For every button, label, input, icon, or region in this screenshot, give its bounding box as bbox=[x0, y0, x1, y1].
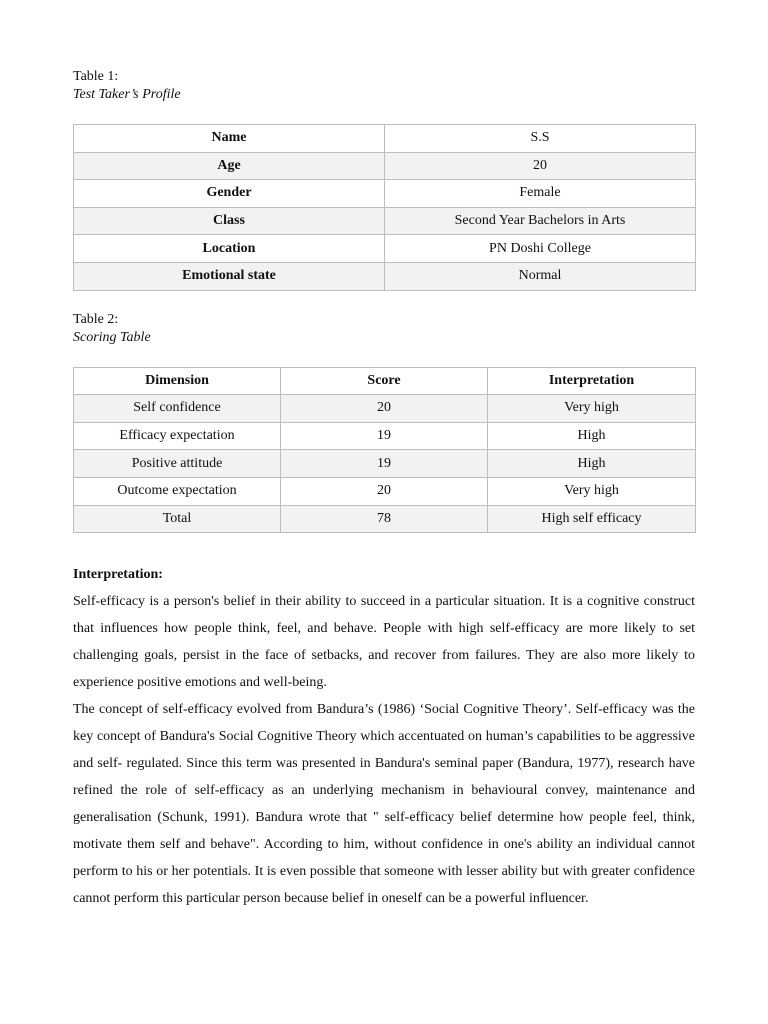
dimension-cell: Positive attitude bbox=[74, 450, 281, 478]
test-taker-profile-table bbox=[73, 124, 696, 291]
profile-label: Class bbox=[74, 207, 385, 235]
score-cell: 19 bbox=[281, 422, 488, 450]
column-header-interpretation: Interpretation bbox=[488, 367, 696, 395]
table-row bbox=[74, 477, 696, 505]
interpretation-heading: Interpretation: bbox=[73, 567, 163, 583]
profile-label: Location bbox=[74, 235, 385, 263]
score-cell: 20 bbox=[281, 477, 488, 505]
interpretation-cell: Very high bbox=[488, 395, 696, 423]
table1-number: Table 1: bbox=[73, 69, 119, 84]
score-cell: 78 bbox=[281, 505, 488, 533]
interpretation-paragraph-2: The concept of self-efficacy evolved from Bandura’s (1986) ‘Social Cognitive Theory’. Self-efficacy was the key concept of Bandura's Social Cognitive Theory which accentuated on human’s capabilities to be aggressive and self- regulated. Since this term was presented in Bandura's seminal paper (Bandura, 1977), research have refined the role of self-efficacy as an underlying mechanism in behavioural convey, maintenance and generalisation (Schunk, 1991). Bandura wrote that " self-efficacy belief determine how people feel, think, motivate them self and behave". According to him, without confidence in one's ability an individual cannot perform to his or her potentials. It is even possible that someone with lesser ability but with greater confidence cannot perform this particular person because belief in oneself can be a powerful influencer. bbox=[73, 702, 695, 907]
interpretation-cell: High bbox=[488, 450, 696, 478]
document-page bbox=[73, 68, 695, 912]
table-row bbox=[74, 235, 696, 263]
interpretation-paragraph-1: Self-efficacy is a person's belief in their ability to succeed in a particular situation. It is a cognitive construct that influences how people think, feel, and behave. People with high self-efficacy are more likely to set challenging goals, persist in the face of setbacks, and recover from failures. They are also more likely to experience positive emotions and well-being. bbox=[73, 594, 695, 691]
profile-value: Female bbox=[385, 180, 696, 208]
interpretation-cell: High self efficacy bbox=[488, 505, 696, 533]
dimension-cell: Efficacy expectation bbox=[74, 422, 281, 450]
table1-title: Test Taker’s Profile bbox=[73, 87, 181, 102]
score-cell: 20 bbox=[281, 395, 488, 423]
profile-label: Emotional state bbox=[74, 262, 385, 290]
profile-value: 20 bbox=[385, 152, 696, 180]
dimension-cell: Self confidence bbox=[74, 395, 281, 423]
table-row bbox=[74, 450, 696, 478]
table-row bbox=[74, 262, 696, 290]
table-row bbox=[74, 422, 696, 450]
column-header-score: Score bbox=[281, 367, 488, 395]
table-row bbox=[74, 125, 696, 153]
table2-title: Scoring Table bbox=[73, 329, 151, 345]
table-header-row bbox=[74, 367, 696, 395]
table-row bbox=[74, 152, 696, 180]
profile-value: PN Doshi College bbox=[385, 235, 696, 263]
profile-value: S.S bbox=[385, 125, 696, 153]
profile-value: Second Year Bachelors in Arts bbox=[385, 207, 696, 235]
column-header-dimension: Dimension bbox=[74, 367, 281, 395]
table-row bbox=[74, 180, 696, 208]
scoring-table bbox=[73, 367, 696, 534]
interpretation-cell: High bbox=[488, 422, 696, 450]
table2-number: Table 2: bbox=[73, 311, 119, 327]
interpretation-cell: Very high bbox=[488, 477, 696, 505]
profile-value: Normal bbox=[385, 262, 696, 290]
profile-label: Age bbox=[74, 152, 385, 180]
table-row bbox=[74, 207, 696, 235]
dimension-cell: Total bbox=[74, 505, 281, 533]
table-row bbox=[74, 505, 696, 533]
profile-label: Name bbox=[74, 125, 385, 153]
table-row bbox=[74, 395, 696, 423]
score-cell: 19 bbox=[281, 450, 488, 478]
profile-label: Gender bbox=[74, 180, 385, 208]
dimension-cell: Outcome expectation bbox=[74, 477, 281, 505]
